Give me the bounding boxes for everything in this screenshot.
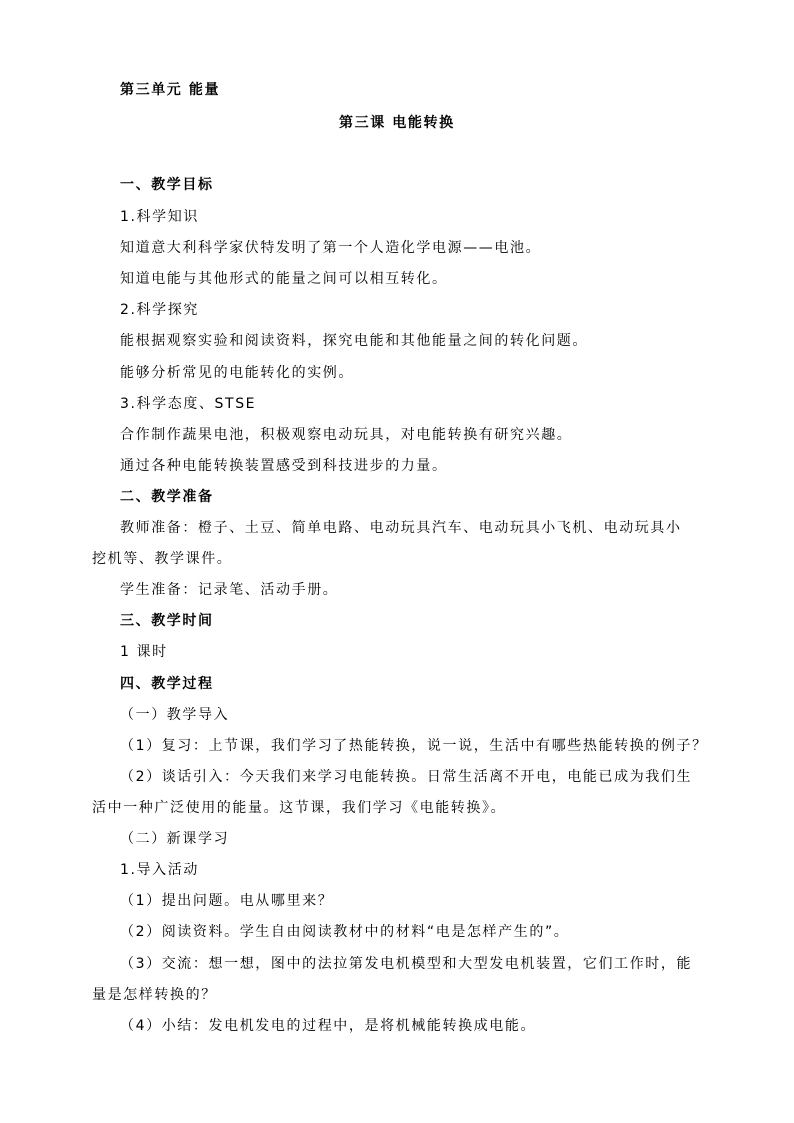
subheading-attitude: 3.科学态度、STSE	[120, 396, 257, 412]
section-heading-process: 四、教学过程	[120, 676, 214, 692]
paragraph: 能根据观察实验和阅读资料，探究电能和其他能量之间的转化问题。	[120, 333, 588, 349]
paragraph: （2）阅读资料。学生自由阅读教材中的材料“电是怎样产生的”。	[120, 924, 570, 940]
unit-title: 第三单元 能量	[120, 82, 221, 98]
subheading-intro: （一）教学导入	[120, 707, 230, 723]
subheading-activity: 1.导入活动	[120, 862, 199, 878]
paragraph-continuation: 活中一种广泛使用的能量。这节课，我们学习《电能转换》。	[92, 800, 507, 816]
paragraph: （3）交流：想一想，图中的法拉第发电机模型和大型发电机装置，它们工作时，能	[120, 956, 693, 972]
paragraph-continuation: 挖机等、教学课件。	[92, 551, 233, 567]
paragraph: 教师准备：橙子、土豆、简单电路、电动玩具汽车、电动玩具小飞机、电动玩具小	[120, 520, 682, 536]
section-heading-preparation: 二、教学准备	[120, 489, 214, 505]
paragraph: 合作制作蔬果电池，积极观察电动玩具，对电能转换有研究兴趣。	[120, 427, 573, 443]
section-heading-time: 三、教学时间	[120, 613, 214, 629]
paragraph: （1）提出问题。电从哪里来？	[120, 893, 334, 909]
paragraph: 1 课时	[120, 644, 168, 660]
subheading-inquiry: 2.科学探究	[120, 302, 199, 318]
lesson-title: 第三课 电能转换	[339, 115, 455, 131]
paragraph: 知道电能与其他形式的能量之间可以相互转化。	[120, 271, 448, 287]
paragraph: （1）复习：上节课，我们学习了热能转换，说一说，生活中有哪些热能转换的例子？	[120, 738, 708, 754]
section-heading-objectives: 一、教学目标	[120, 177, 214, 193]
paragraph: （2）谈话引入：今天我们来学习电能转换。日常生活离不开电，电能已成为我们生	[120, 769, 693, 785]
paragraph: 能够分析常见的电能转化的实例。	[120, 365, 354, 381]
paragraph: 学生准备：记录笔、活动手册。	[120, 582, 339, 598]
paragraph: （4）小结：发电机发电的过程中，是将机械能转换成电能。	[120, 1018, 537, 1034]
paragraph: 知道意大利科学家伏特发明了第一个人造化学电源——电池。	[120, 240, 542, 256]
subheading-new-lesson: （二）新课学习	[120, 831, 230, 847]
paragraph: 通过各种电能转换装置感受到科技进步的力量。	[120, 458, 448, 474]
paragraph-continuation: 量是怎样转换的？	[92, 987, 217, 1003]
subheading-knowledge: 1.科学知识	[120, 209, 199, 225]
